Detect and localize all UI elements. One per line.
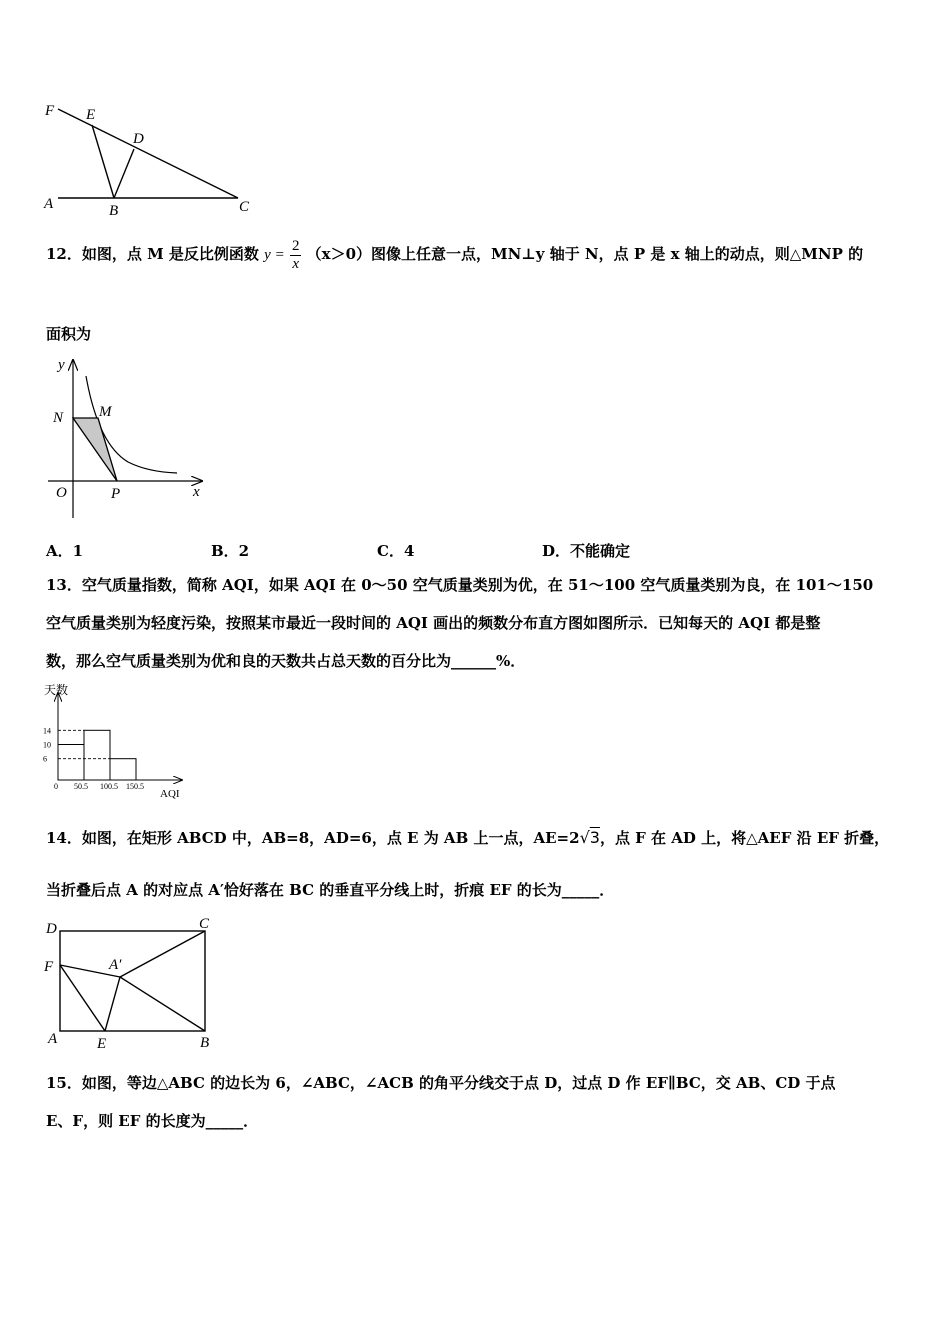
figure-q14 <box>42 912 222 1054</box>
label-a1: A′ <box>109 957 122 973</box>
label-f: F <box>45 103 55 119</box>
line-db <box>114 149 134 198</box>
q13-line1: 13．空气质量指数，简称 AQI，如果 AQI 在 0～50 空气质量类别为优，在 51～100 空气质量类别为良，在 101～150 <box>46 576 874 594</box>
label-a: A <box>44 196 54 212</box>
hist-ytick-0: 14 <box>43 726 51 736</box>
q13-line3: 数，那么空气质量类别为优和良的天数共占总天数的百分比为______%． <box>46 652 526 670</box>
option-c[interactable]: C．4 <box>377 542 415 560</box>
label-b: B <box>109 203 119 219</box>
label-p: P <box>111 486 121 502</box>
q15-line1: 15．如图，等边△ABC 的边长为 6，∠ABC，∠ACB 的角平分线交于点 D，过点 D 作 EF∥BC，交 AB、CD 于点 <box>46 1074 836 1092</box>
q12-suffix: （x＞0）图像上任意一点，MN⊥y 轴于 N，点 P 是 x 轴上的动点，则△MNP 的 <box>306 245 864 263</box>
hist-xlabel: AQI <box>160 788 180 800</box>
option-a[interactable]: A．1 <box>46 542 84 560</box>
q12-eq-lhs: y = <box>264 247 285 263</box>
label-x: x <box>193 484 200 500</box>
line-ea1 <box>105 977 120 1031</box>
figure-q12 <box>42 352 217 524</box>
hist-xtick-2: 100.5 <box>100 782 118 791</box>
label-y: y <box>58 357 65 373</box>
label-a: A <box>48 1031 58 1047</box>
label-o: O <box>56 485 67 501</box>
q14-sqrt-val: 3 <box>589 828 600 847</box>
label-f: F <box>44 959 54 975</box>
hist-ytick-2: 6 <box>43 754 47 764</box>
line-fc <box>58 109 238 198</box>
q12-line1 <box>46 237 863 273</box>
label-e: E <box>97 1036 107 1052</box>
q14-prefix: 14．如图，在矩形 ABCD 中，AB=8，AD=6，点 E 为 AB 上一点，AE=2 <box>46 829 580 847</box>
line-fe <box>60 965 105 1031</box>
q14-line2: 当折叠后点 A 的对应点 A′恰好落在 BC 的垂直平分线上时，折痕 EF 的长为_____． <box>46 881 615 899</box>
option-b[interactable]: B．2 <box>211 542 250 560</box>
label-c: C <box>239 199 250 215</box>
histogram-q13 <box>40 678 200 802</box>
hist-xtick-1: 50.5 <box>74 782 88 791</box>
q15-line2: E、F，则 EF 的长度为_____． <box>46 1112 259 1130</box>
hist-xtick-3: 150.5 <box>126 782 144 791</box>
q12-fraction <box>290 238 302 273</box>
hist-ytick-1: 10 <box>43 740 51 750</box>
label-d: D <box>46 921 57 937</box>
hist-ylabel: 天数 <box>44 683 69 697</box>
q14-line1 <box>46 822 889 854</box>
hist-bar-0 <box>58 745 84 781</box>
q12-frac-den: x <box>292 255 300 272</box>
triangle-mnp <box>73 418 117 481</box>
rectangle-abcd <box>60 931 205 1031</box>
q13-line2: 空气质量类别为轻度污染，按照某市最近一段时间的 AQI 画出的频数分布直方图如图所示．已知每天的 AQI 都是整 <box>46 614 821 632</box>
label-d: D <box>133 131 144 147</box>
q14-sqrt: √3 <box>579 828 600 847</box>
figure-q11 <box>40 95 270 225</box>
q12-prefix: 12．如图，点 M 是反比例函数 <box>46 245 259 263</box>
label-b: B <box>200 1035 210 1051</box>
line-eb <box>92 125 114 198</box>
label-c: C <box>199 916 210 932</box>
line-a1b <box>120 977 205 1031</box>
q14-suffix: ，点 F 在 AD 上，将△AEF 沿 EF 折叠， <box>599 829 890 847</box>
line-a1c <box>120 931 205 977</box>
label-m: M <box>99 404 112 420</box>
hist-bar-1 <box>84 730 110 780</box>
hist-bar-2 <box>110 759 136 780</box>
label-e: E <box>86 107 96 123</box>
option-d[interactable]: D．不能确定 <box>542 542 631 560</box>
q12-line2: 面积为 <box>46 325 92 343</box>
hist-xtick-0: 0 <box>54 782 58 791</box>
q12-frac-num: 2 <box>291 237 300 254</box>
label-n: N <box>53 410 64 426</box>
